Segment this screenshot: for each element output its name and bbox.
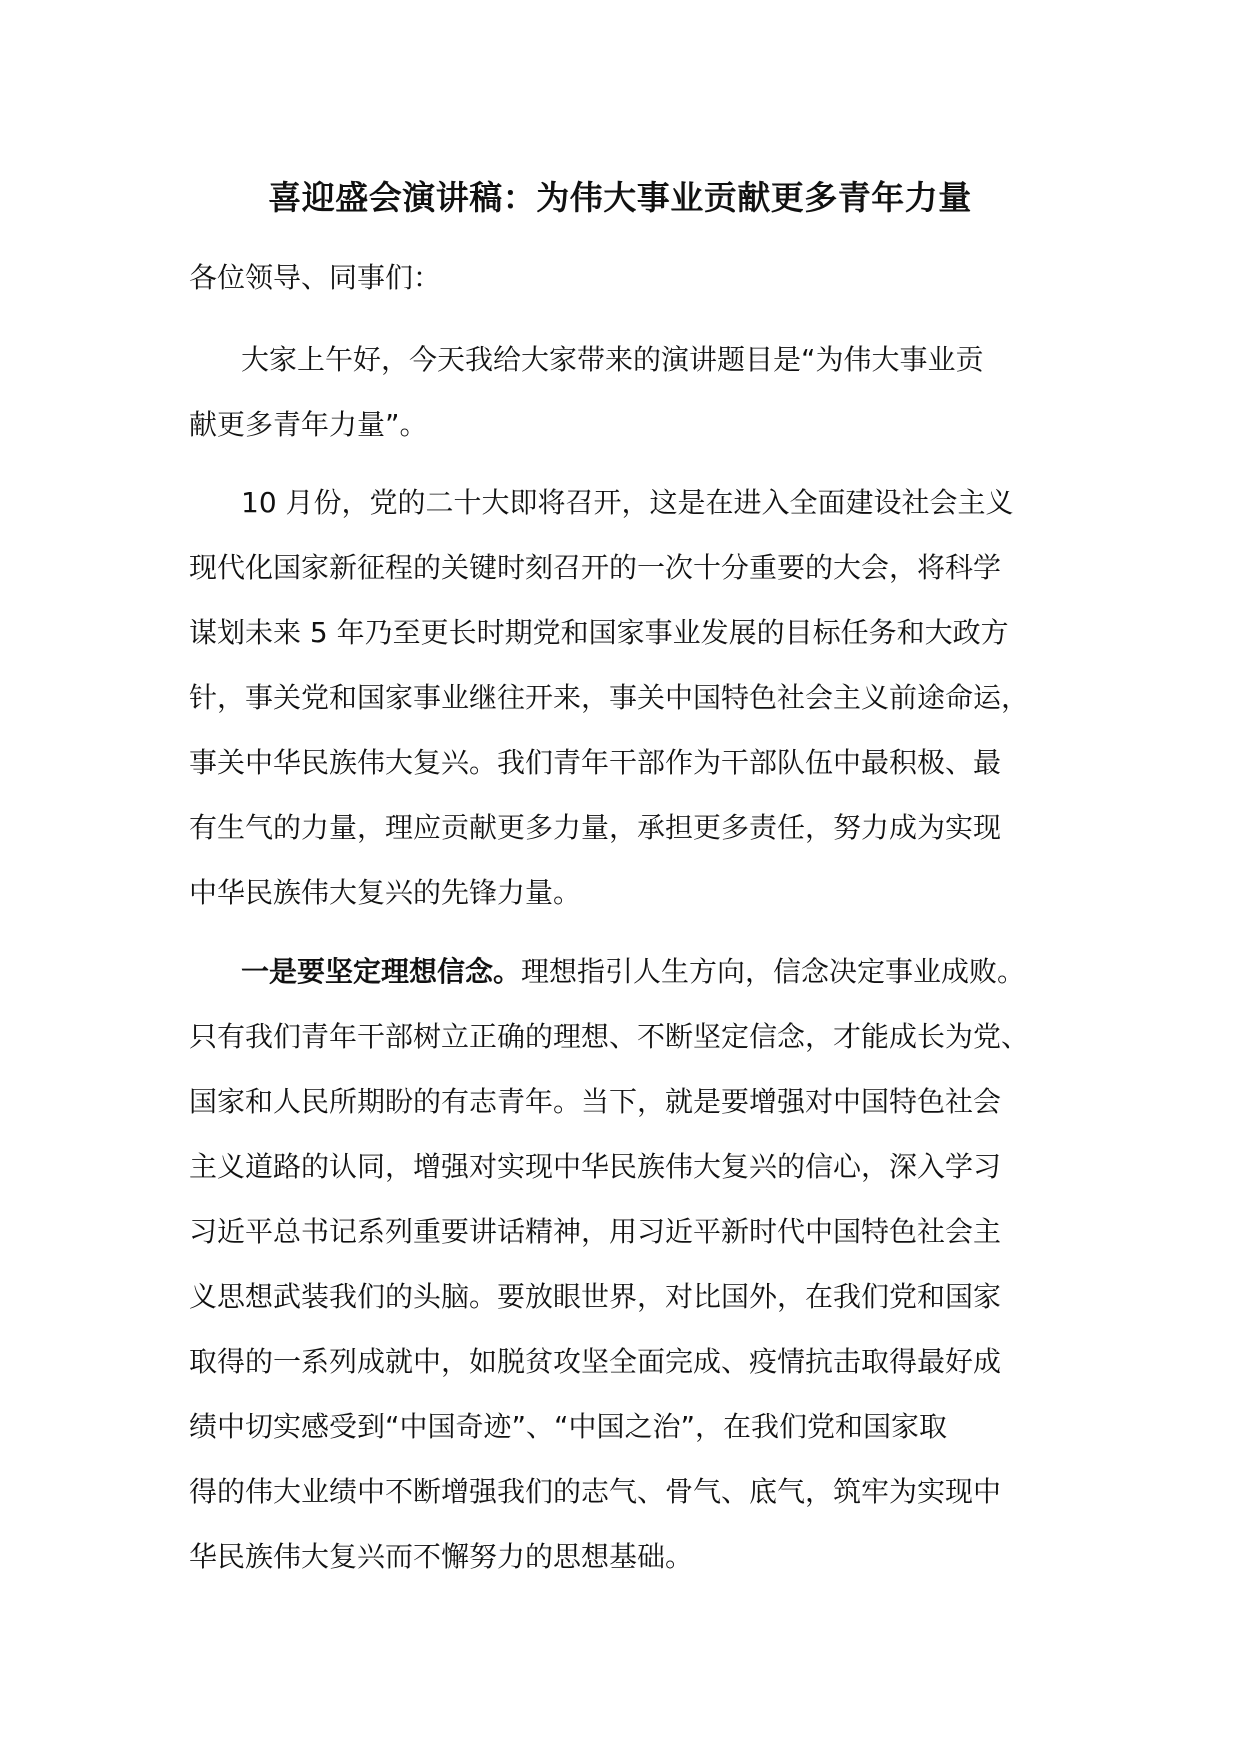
salutation: 各位领导、同事们： <box>189 261 442 294</box>
paragraph-line: 绩中切实感受到“中国奇迹”、“中国之治”，在我们党和国家取 <box>189 1410 948 1443</box>
paragraph-line: 10 月份，党的二十大即将召开，这是在进入全面建设社会主义 <box>241 486 1014 519</box>
paragraph-line: 有生气的力量，理应贡献更多力量，承担更多责任，努力成为实现 <box>189 811 1002 844</box>
paragraph-greeting <box>189 327 1069 457</box>
paragraph-line: 习近平总书记系列重要讲话精神，用习近平新时代中国特色社会主 <box>189 1215 1002 1248</box>
paragraph-line: 谋划未来 5 年乃至更长时期党和国家事业发展的目标任务和大政方 <box>189 616 1009 649</box>
point-heading: 一是要坚定理想信念。 <box>241 955 522 988</box>
paragraph-line: 主义道路的认同，增强对实现中华民族伟大复兴的信心，深入学习 <box>189 1150 1002 1183</box>
paragraph-line: 义思想武装我们的头脑。要放眼世界，对比国外，在我们党和国家 <box>189 1280 1002 1313</box>
paragraph-line: 得的伟大业绩中不断增强我们的志气、骨气、底气，筑牢为实现中 <box>189 1475 1002 1508</box>
paragraph-line: 献更多青年力量”。 <box>189 408 428 441</box>
document-title: 喜迎盛会演讲稿：为伟大事业贡献更多青年力量 <box>268 178 972 217</box>
paragraph-line: 只有我们青年干部树立正确的理想、不断坚定信念，才能成长为党、 <box>189 1020 1030 1053</box>
paragraph-line: 华民族伟大复兴而不懈努力的思想基础。 <box>189 1540 694 1573</box>
paragraph-line: 大家上午好，今天我给大家带来的演讲题目是“为伟大事业贡 <box>241 343 984 376</box>
paragraph-line: 国家和人民所期盼的有志青年。当下，就是要增强对中国特色社会 <box>189 1085 1002 1118</box>
paragraph-line: 中华民族伟大复兴的先锋力量。 <box>189 876 582 909</box>
paragraph-line: 事关中华民族伟大复兴。我们青年干部作为干部队伍中最积极、最 <box>189 746 1002 779</box>
paragraph-line: 现代化国家新征程的关键时刻召开的一次十分重要的大会，将科学 <box>189 551 1002 584</box>
point-heading-rest: 理想指引人生方向，信念决定事业成败。 <box>521 955 1026 988</box>
paragraph-line: 取得的一系列成就中，如脱贫攻坚全面完成、疫情抗击取得最好成 <box>189 1345 1002 1378</box>
paragraph-lead-line <box>189 939 1069 1004</box>
paragraph-line: 针，事关党和国家事业继往开来，事关中国特色社会主义前途命运， <box>189 681 1030 714</box>
paragraph-ideals <box>189 939 1069 1589</box>
paragraph-congress <box>189 470 1069 925</box>
